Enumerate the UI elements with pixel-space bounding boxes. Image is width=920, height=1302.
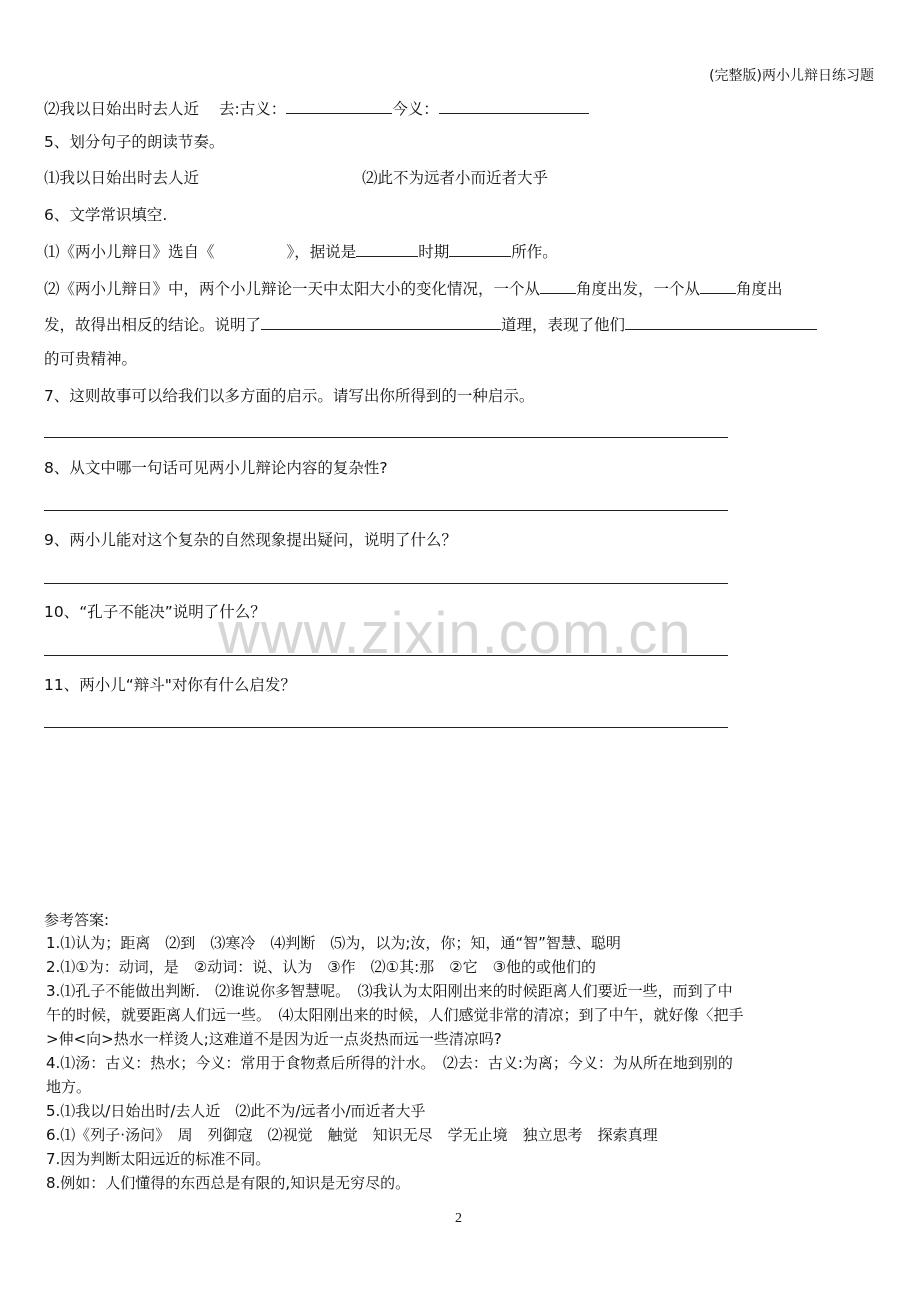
page-number: 2 bbox=[455, 1211, 462, 1226]
q4-2-modern-label: 今义： bbox=[392, 100, 439, 118]
q6-1-text-b: 》，据说是 bbox=[286, 243, 357, 261]
q6-part-2-line-1 bbox=[44, 277, 783, 299]
answer-3-line-1: 3.⑴孔子不能做出判断. ⑵谁说你多智慧呢。 ⑶我认为太阳刚出来的时候距离人们要近一些，而到了中 bbox=[46, 982, 733, 1000]
answer-4-line-1: 4.⑴汤：古义：热水；今义：常用于食物煮后所得的汁水。 ⑵去：古义:为离；今义：为从所在地到别的 bbox=[46, 1054, 733, 1072]
question-11: 11、两小儿“辩斗"对你有什么启发？ bbox=[44, 676, 296, 694]
answers-title: 参考答案: bbox=[44, 911, 110, 929]
answer-3-line-2: 午的时候，就要距离人们远一些。 ⑷太阳刚出来的时候，人们感觉非常的清凉；到了中午，就好像〈把手 bbox=[46, 1006, 744, 1024]
q6-part-1 bbox=[44, 240, 558, 262]
q4-2-ancient-blank[interactable] bbox=[286, 97, 392, 114]
q6-2-text-b: 角度出发，一个从 bbox=[576, 280, 701, 298]
q6-1-period-blank[interactable] bbox=[356, 240, 418, 257]
question-4-2 bbox=[44, 97, 589, 119]
q7-answer-line[interactable] bbox=[44, 437, 728, 438]
q4-2-ancient-label: 去:古义： bbox=[219, 100, 287, 118]
answer-2: 2.⑴①为：动词，是 ②动词：说、认为 ③作 ⑵①其:那 ②它 ③他的或他们的 bbox=[46, 958, 597, 976]
question-9: 9、两小儿能对这个复杂的自然现象提出疑问，说明了什么？ bbox=[44, 531, 457, 549]
answer-4-line-2: 地方。 bbox=[46, 1078, 92, 1096]
q10-answer-line[interactable] bbox=[44, 655, 728, 656]
answer-1: 1.⑴认为；距离 ⑵到 ⑶寒冷 ⑷判断 ⑸为，以为;汝，你；知，通“智”智慧、聪明 bbox=[46, 934, 621, 952]
q6-2-text-e: 道理，表现了他们 bbox=[501, 316, 626, 334]
watermark: www.zixin.com.cn bbox=[218, 601, 692, 666]
question-6-title: 6、文学常识填空. bbox=[44, 206, 168, 224]
q6-1-text-c: 时期 bbox=[418, 243, 450, 261]
answer-3-line-3: >伸<向>热水一样烫人;这难道不是因为近一点炎热而远一些清凉吗? bbox=[46, 1030, 502, 1048]
q6-2-text-a: ⑵《两小儿辩日》中，两个小儿辩论一天中太阳大小的变化情况，一个从 bbox=[44, 280, 541, 298]
answer-6: 6.⑴《列子·汤问》 周 列御寇 ⑵视觉 触觉 知识无尽 学无止境 独立思考 探索真理 bbox=[46, 1126, 658, 1144]
question-10: 10、“孔子不能决”说明了什么？ bbox=[44, 603, 266, 621]
q6-2-spirit-blank[interactable] bbox=[625, 313, 817, 330]
q11-answer-line[interactable] bbox=[44, 727, 728, 728]
q6-2-angle-blank-1[interactable] bbox=[540, 277, 576, 294]
q6-1-text-d: 所作。 bbox=[511, 243, 558, 261]
q6-2-angle-blank-2[interactable] bbox=[700, 277, 736, 294]
question-8: 8、从文中哪一句话可见两小儿辩论内容的复杂性? bbox=[44, 459, 388, 477]
q6-2-text-d: 发，故得出相反的结论。说明了 bbox=[44, 316, 262, 334]
answer-7: 7.因为判断太阳远近的标准不同。 bbox=[46, 1150, 271, 1168]
question-7: 7、这则故事可以给我们以多方面的启示。请写出你所得到的一种启示。 bbox=[44, 387, 535, 405]
answer-8: 8.例如：人们懂得的东西总是有限的,知识是无穷尽的。 bbox=[46, 1174, 411, 1192]
question-5-title: 5、划分句子的朗读节奏。 bbox=[44, 133, 225, 151]
page-header: (完整版)两小儿辩日练习题 bbox=[709, 68, 874, 84]
q8-answer-line[interactable] bbox=[44, 510, 728, 511]
q4-2-modern-blank[interactable] bbox=[439, 97, 589, 114]
q6-2-text-c: 角度出 bbox=[736, 280, 783, 298]
answer-5: 5.⑴我以/日始出时/去人近 ⑵此不为/远者小/而近者大乎 bbox=[46, 1102, 426, 1120]
q6-2-reason-blank[interactable] bbox=[261, 313, 501, 330]
q5-sentence-2: ⑵此不为远者小而近者大乎 bbox=[362, 169, 549, 187]
q4-2-sentence: ⑵我以日始出时去人近 bbox=[44, 100, 200, 118]
q5-sentence-1: ⑴我以日始出时去人近 bbox=[44, 169, 200, 187]
q9-answer-line[interactable] bbox=[44, 583, 728, 584]
q6-part-2-line-3: 的可贵精神。 bbox=[44, 350, 138, 368]
q6-1-text-a: ⑴《两小儿辩日》选自《 bbox=[44, 243, 215, 261]
q6-1-author-blank[interactable] bbox=[449, 240, 511, 257]
q6-part-2-line-2 bbox=[44, 313, 817, 335]
